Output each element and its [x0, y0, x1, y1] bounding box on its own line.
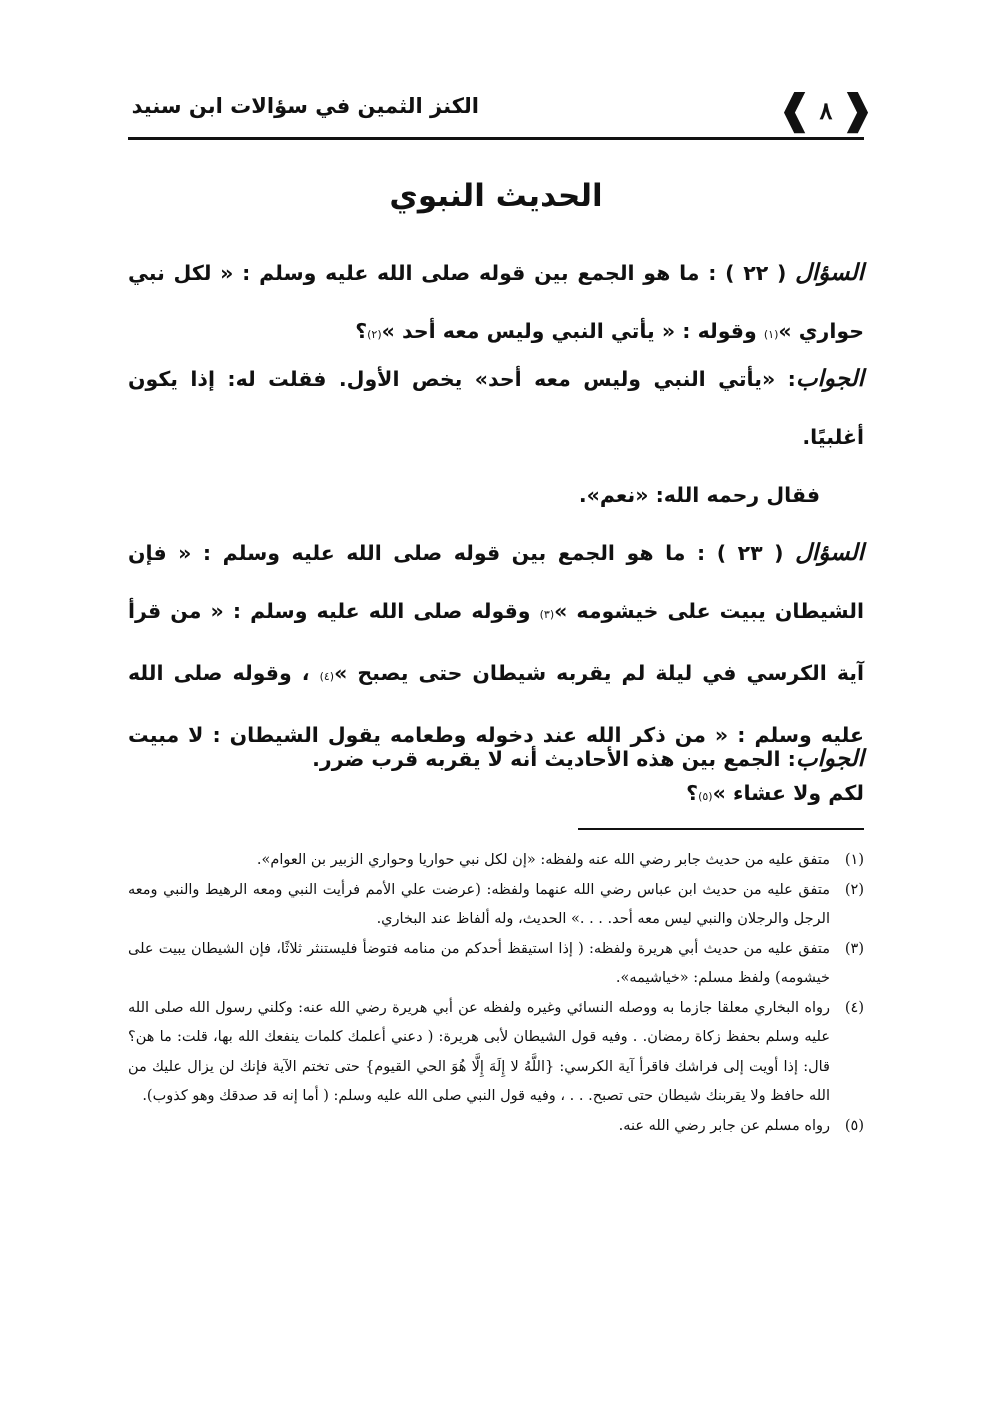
section-title: الحديث النبوي	[389, 178, 603, 214]
footnote-text: متفق عليه من حديث ابن عباس رضي الله عنهما ولفظه: (عرضت علي الأمم فرأيت النبي ومعه الرهيط والنبي ومعه الرجل والرجلان والنبي ليس معه أحد. . . .» الحديث، وله ألفاظ عند البخاري.	[128, 881, 830, 927]
answer-22	[128, 350, 864, 466]
question-text: ؟	[355, 319, 368, 343]
question-text: ؟	[686, 781, 699, 805]
footnote-number: (١)	[844, 852, 864, 868]
page-number: ٨	[819, 95, 833, 125]
footnote-number: (٥)	[844, 1117, 864, 1134]
ornament-bracket-left-icon: ❱	[778, 86, 812, 133]
question-text: ، وقوله صلى الله عليه وسلم : « من ذكر الله عند دخوله وطعامه يقول الشيطان : لا مبيت لكم ولا عشاء »	[128, 661, 864, 805]
page-header	[128, 84, 874, 136]
footnote-item	[128, 846, 864, 876]
footnote-number: (٢)	[844, 881, 864, 898]
question-text: ( ٢٣ ) : ما هو الجمع بين قوله صلى الله عليه وسلم : « فإن الشيطان يبيت على خيشومه »	[128, 541, 865, 623]
footnotes	[128, 846, 864, 1141]
answer-text: فقال رحمه الله: «نعم».	[578, 483, 820, 507]
header-rule	[128, 137, 864, 140]
footnote-ref: (٢)	[367, 328, 382, 341]
footnote-item	[128, 876, 864, 935]
footnote-ref: (٥)	[698, 790, 713, 803]
answer-text: : «يأتي النبي وليس معه أحد» يخص الأول. فقلت له: إذا يكون أغلبيًا.	[128, 367, 864, 449]
answer-lead: الجواب	[795, 745, 864, 772]
footnote-ref: (٤)	[319, 670, 335, 683]
footnote-separator	[578, 828, 864, 830]
question-text: ( ٢٢ ) : ما هو الجمع بين قوله صلى الله عليه وسلم : « لكل نبي حواري »	[128, 261, 864, 343]
question-text: وقوله صلى الله عليه وسلم : « من قرأ آية الكرسي في ليلة لم يقربه شيطان حتى يصبح »	[128, 599, 864, 685]
footnote-item	[128, 935, 864, 994]
footnote-number: (٤)	[844, 999, 864, 1016]
footnote-ref: (٣)	[539, 608, 555, 621]
running-title: الكنز الثمين في سؤالات ابن سنيد	[131, 94, 479, 118]
answer-22-followup	[84, 466, 864, 524]
footnote-text: متفق عليه من حديث جابر رضي الله عنه ولفظه: «إن لكل نبي حواريا وحواري الزبير بن العوام».	[256, 852, 830, 868]
footnote-item	[128, 994, 864, 1112]
answer-23	[128, 730, 864, 788]
question-lead: السؤال	[795, 539, 864, 566]
footnote-text: رواه مسلم عن جابر رضي الله عنه.	[618, 1117, 830, 1134]
page-number-frame	[778, 86, 874, 133]
answer-lead: الجواب	[795, 365, 864, 392]
footnote-item	[128, 1112, 864, 1142]
footnote-number: (٣)	[844, 940, 864, 957]
question-lead: السؤال	[795, 259, 864, 286]
footnote-ref: (١)	[763, 328, 779, 341]
answer-text: : الجمع بين هذه الأحاديث أنه لا يقربه قرب ضرر.	[312, 747, 796, 771]
question-22	[128, 244, 864, 364]
ornament-bracket-right-icon: ❰	[840, 86, 874, 133]
question-text: وقوله : « يأتي النبي وليس معه أحد »	[381, 319, 764, 343]
footnote-text: متفق عليه من حديث أبي هريرة ولفظه: ( إذا استيقظ أحدكم من منامه فتوضأ فليستنثر ثلاثًا، فإن الشيطان يبيت على خيشومه) ولفظ مسلم: «خياشيمه».	[128, 940, 830, 986]
footnote-text: رواه البخاري معلقا جازما به ووصله النسائي وغيره ولفظه عن أبي هريرة رضي الله عنه: وكلني رسول الله صلى الله عليه وسلم بحفظ زكاة رمضان. . وفيه قول الشيطان لأبى هريرة: ( دعني أعلمك كلمات ينفعك الله بها، قلت: ما هن؟ قال: إذا أويت إلى فراشك فاقرأ آية الكرسي: {اللَّهُ لا إِلَهَ إِلَّا هُوَ الحي القيوم} حتى تختم الآية فإنك لن يزال عليك من الله حافظ ولا يقربنك شيطان حتى تصبح. . . ، وفيه قول النبي صلى الله عليه وسلم: ( أما إنه قد صدقك وهو كذوب).	[128, 999, 830, 1104]
